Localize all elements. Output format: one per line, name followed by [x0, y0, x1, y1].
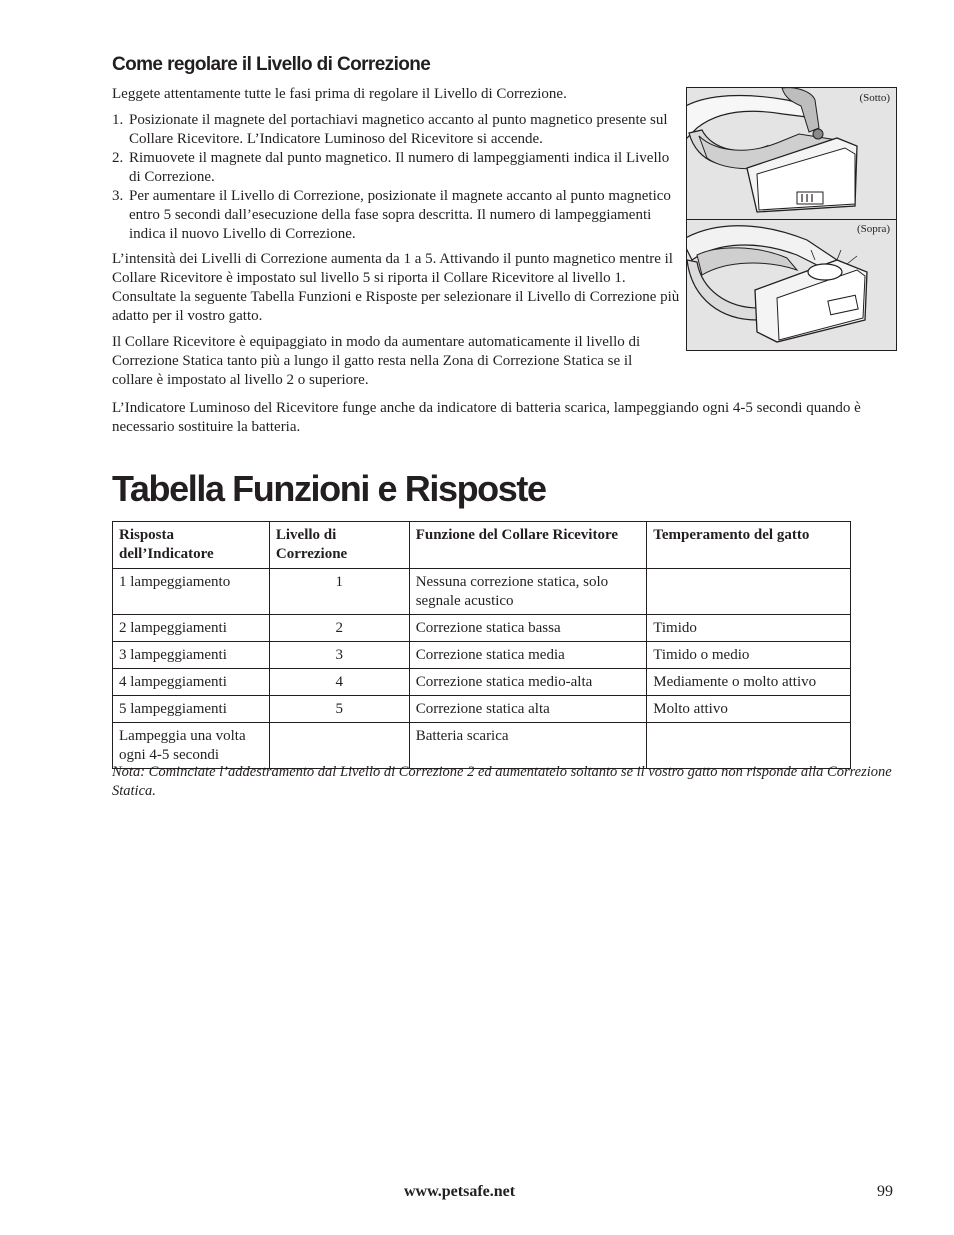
- table-cell: Nessuna correzione statica, solo segnale acustico: [409, 569, 647, 615]
- header-indicator-response: Risposta dell’Indicatore: [113, 522, 270, 569]
- low-battery-paragraph: L’Indicatore Luminoso del Ricevitore funge anche da indicatore di batteria scarica, lampeggiando ogni 4-5 secondi quando è necessario sostituire la batteria.: [112, 400, 861, 435]
- step-number: 2.: [112, 150, 124, 166]
- table-cell: Timido: [647, 615, 851, 642]
- step-item: [112, 149, 684, 187]
- step-text: Posizionate il magnete del portachiavi magnetico accanto al punto magnetico presente sul Collare Ricevitore. L’Indicatore Luminoso del Ricevitore si accende.: [129, 112, 668, 147]
- table-cell: 4 lampeggiamenti: [113, 669, 270, 696]
- step-text: Rimuovete il magnete dal punto magnetico. Il numero di lampeggiamenti indica il Livello di Correzione.: [129, 150, 670, 185]
- table-cell: 2: [269, 615, 409, 642]
- correction-intensity-paragraph: L’intensità dei Livelli di Correzione aumenta da 1 a 5. Attivando il punto magnetico mentre il Collare Ricevitore è impostato sul livello 5 si riporta il Collare Ricevitore al livello 1. Consultate la seguente Tabella Funzioni e Risposte per selezionare il Livello di Correzione più adatto per il vostro gatto.: [112, 251, 680, 324]
- functions-table: [112, 521, 851, 769]
- collar-bottom-drawing: [687, 88, 895, 219]
- table-cell: [269, 723, 409, 769]
- table-cell: 3: [269, 642, 409, 669]
- page-number: 99: [877, 1183, 893, 1200]
- table-row: [113, 569, 851, 615]
- header-correction-level: Livello di Correzione: [269, 522, 409, 569]
- steps-list: [112, 111, 684, 244]
- table-cell: [647, 723, 851, 769]
- section-heading: Come regolare il Livello di Correzione: [112, 54, 431, 75]
- collar-top-view: [687, 220, 896, 350]
- table-cell: Timido o medio: [647, 642, 851, 669]
- table-title: Tabella Funzioni e Risposte: [112, 468, 546, 509]
- table-cell: Correzione statica medio-alta: [409, 669, 647, 696]
- table-cell: Correzione statica bassa: [409, 615, 647, 642]
- table-row: [113, 696, 851, 723]
- collar-top-drawing: [687, 220, 895, 350]
- table-cell: 2 lampeggiamenti: [113, 615, 270, 642]
- table-row: [113, 669, 851, 696]
- table-row: [113, 642, 851, 669]
- table-header-row: [113, 522, 851, 569]
- table-cell: Molto attivo: [647, 696, 851, 723]
- table-cell: 1: [269, 569, 409, 615]
- header-cat-temperament: Temperamento del gatto: [647, 522, 851, 569]
- table-cell: 5: [269, 696, 409, 723]
- collar-bottom-view: [687, 88, 896, 220]
- footer-website: www.petsafe.net: [404, 1183, 516, 1200]
- step-item: [112, 187, 684, 244]
- table-cell: Lampeggia una volta ogni 4-5 secondi: [113, 723, 270, 769]
- step-text: Per aumentare il Livello di Correzione, posizionate il magnete accanto al punto magnetico entro 5 secondi dall’esecuzione della fase sopra descritta. Il numero di lampeggiamenti indica il nuovo Livello di Correzione.: [129, 188, 671, 242]
- table-row: [113, 615, 851, 642]
- step-item: [112, 111, 684, 149]
- table-cell: Correzione statica alta: [409, 696, 647, 723]
- table-cell: 1 lampeggiamento: [113, 569, 270, 615]
- table-note: Nota: Cominciate l’addestramento dal Livello di Correzione 2 ed aumentatelo soltanto se il vostro gatto non risponde alla Correzione Statica.: [112, 764, 892, 799]
- table-cell: Mediamente o molto attivo: [647, 669, 851, 696]
- table-cell: 3 lampeggiamenti: [113, 642, 270, 669]
- table-cell: [647, 569, 851, 615]
- table-row: [113, 723, 851, 769]
- bottom-view-caption: (Sotto): [859, 92, 890, 104]
- intro-text: Leggete attentamente tutte le fasi prima di regolare il Livello di Correzione.: [112, 86, 567, 102]
- header-collar-function: Funzione del Collare Ricevitore: [409, 522, 647, 569]
- table-cell: 4: [269, 669, 409, 696]
- top-view-caption: (Sopra): [857, 223, 890, 235]
- step-number: 1.: [112, 112, 124, 128]
- collar-illustration: [686, 87, 897, 351]
- table-cell: Correzione statica media: [409, 642, 647, 669]
- step-number: 3.: [112, 188, 124, 204]
- table-cell: 5 lampeggiamenti: [113, 696, 270, 723]
- auto-increase-paragraph: Il Collare Ricevitore è equipaggiato in modo da aumentare automaticamente il livello di Correzione Statica tanto più a lungo il gatto resta nella Zona di Correzione Statica se il collare è impostato al livello 2 o superiore.: [112, 334, 641, 388]
- table-cell: Batteria scarica: [409, 723, 647, 769]
